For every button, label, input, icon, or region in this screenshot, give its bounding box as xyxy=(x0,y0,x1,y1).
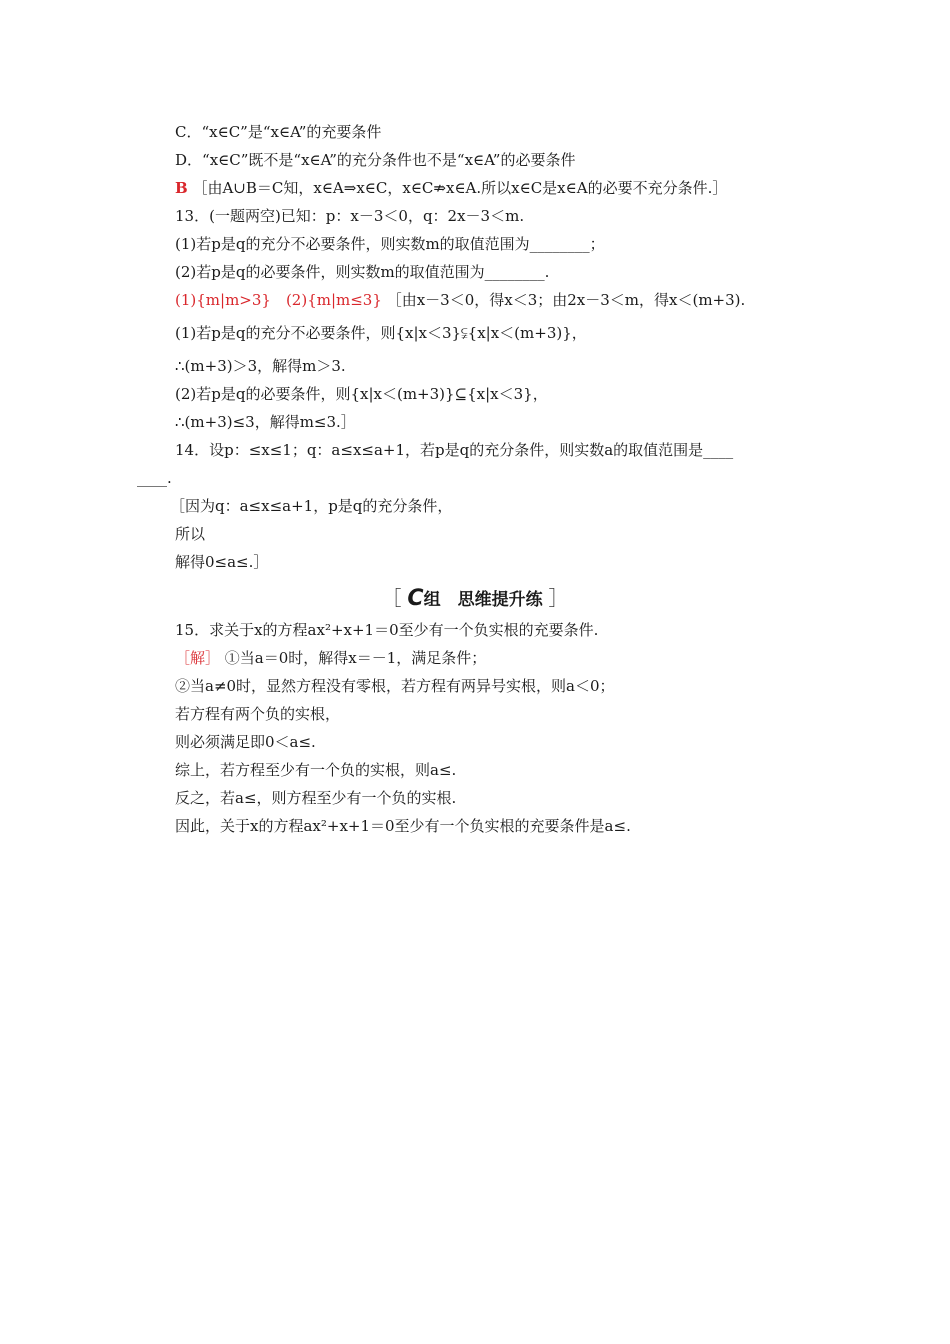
solution-13-line-2: ∴(m+3)＞3，解得m＞3. xyxy=(175,357,346,375)
answer-12 xyxy=(175,178,727,198)
question-14-continuation: ____. xyxy=(137,469,172,487)
question-13: 13．(一题两空)已知：p：x－3＜0，q：2x－3＜m. xyxy=(175,207,525,225)
question-13-part-1: (1)若p是q的充分不必要条件，则实数m的取值范围为________； xyxy=(175,235,605,253)
section-title: 组 思维提升练 xyxy=(423,590,543,610)
solution-14-line-2: 所以 xyxy=(175,525,206,543)
answer-12-explanation: ［由A∪B＝C知，x∈A⇒x∈C，x∈C⇏x∈A.所以x∈C是x∈A的必要不充分条件.］ xyxy=(192,179,728,197)
section-letter: C xyxy=(407,586,424,611)
section-bracket-open: ［ xyxy=(381,586,402,610)
solution-tag: ［解］ xyxy=(175,649,221,667)
solution-15-line-3: 若方程有两个负的实根， xyxy=(175,705,341,723)
solution-13-line-1: (1)若p是q的充分不必要条件，则{x|x＜3}⫋{x|x＜(m+3)}， xyxy=(175,324,587,342)
question-15: 15．求关于x的方程ax²+x+1＝0至少有一个负实根的充要条件. xyxy=(175,621,599,639)
question-13-part-2: (2)若p是q的必要条件，则实数m的取值范围为________. xyxy=(175,263,550,281)
solution-15-line-2: ②当a≠0时，显然方程没有零根，若方程有两异号实根，则a＜0； xyxy=(175,677,615,695)
solution-15-line-4: 则必须满足即0＜a≤. xyxy=(175,733,316,751)
question-14: 14．设p：≤x≤1；q：a≤x≤a+1，若p是q的充分条件，则实数a的取值范围是____ xyxy=(175,441,734,459)
option-d: D．“x∈C”既不是“x∈A”的充分条件也不是“x∈A”的必要条件 xyxy=(175,151,576,169)
solution-15-line-5: 综上，若方程至少有一个负的实根，则a≤. xyxy=(175,761,457,779)
answer-13-explanation: ［由x－3＜0，得x＜3；由2x－3＜m，得x＜(m+3). xyxy=(386,291,746,309)
solution-14-line-1: ［因为q：a≤x≤a+1，p是q的充分条件， xyxy=(170,497,453,515)
section-bracket-close: ］ xyxy=(548,586,569,610)
solution-15-line-6: 反之，若a≤，则方程至少有一个负的实根. xyxy=(175,789,457,807)
answer-13 xyxy=(175,290,745,310)
solution-15-line-1 xyxy=(175,648,486,668)
solution-15-line-7: 因此，关于x的方程ax²+x+1＝0至少有一个负实根的充要条件是a≤. xyxy=(175,817,631,835)
answer-12-letter: B xyxy=(175,179,188,197)
solution-13-line-3: (2)若p是q的必要条件，则{x|x＜(m+3)}⊆{x|x＜3}， xyxy=(175,385,548,403)
solution-13-line-4: ∴(m+3)≤3，解得m≤3.］ xyxy=(175,413,356,431)
option-c: C．“x∈C”是“x∈A”的充要条件 xyxy=(175,123,382,141)
solution-14-line-3: 解得0≤a≤.］ xyxy=(175,553,269,571)
section-c-heading xyxy=(0,586,950,612)
answer-13-values: (1){m|m>3} (2){m|m≤3} xyxy=(175,291,382,309)
solution-15-case-1: ①当a＝0时，解得x＝－1，满足条件； xyxy=(224,649,487,667)
